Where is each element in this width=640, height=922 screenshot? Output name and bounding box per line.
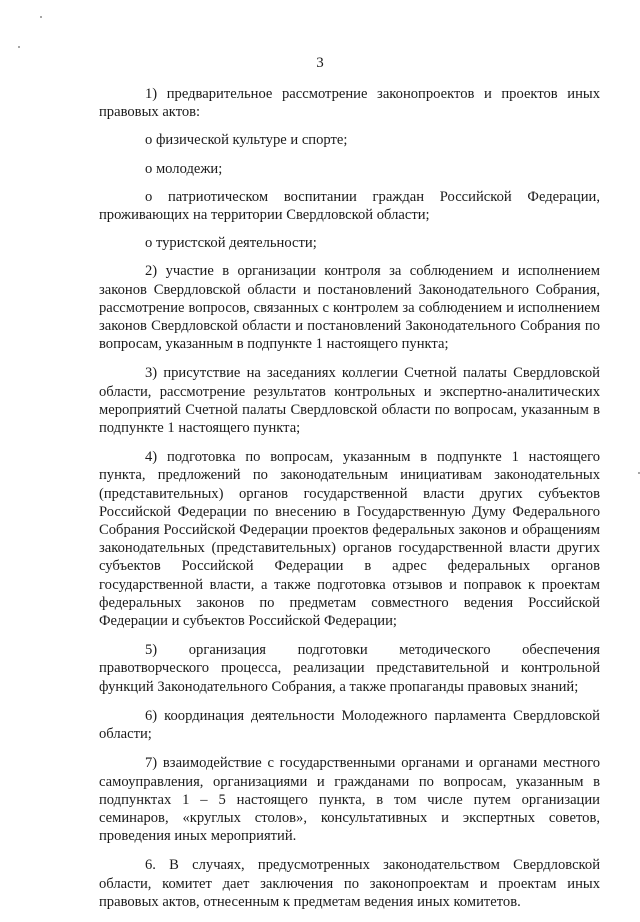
paragraph-item-2: 2) участие в организации контроля за соблюдением и исполнением законов Свердловской области и постановлений Законодательного Собрания, рассмотрение вопросов, связанных с контролем за соблюдением и исполнением законов Свердловской области и постановлений Законодательного Собрания по вопросам, указанным в подпункте 1 настоящего пункта; (99, 263, 600, 353)
paragraph-item-1-sub-sport: о физической культуре и спорте; (145, 132, 348, 149)
paragraph-item-1-sub-youth: о молодежи; (145, 160, 223, 177)
document-body (99, 85, 600, 922)
paragraph-item-1: 1) предварительное рассмотрение законопроектов и проектов иных правовых актов: (99, 86, 600, 121)
scan-speck (18, 46, 20, 48)
paragraph-item-3: 3) присутствие на заседаниях коллегии Счетной палаты Свердловской области, рассмотрение результатов контрольных и экспертно-аналитических мероприятий Счетной палаты Свердловской области по вопросам, указанным в подпункте 1 настоящего пункта; (99, 365, 600, 437)
paragraph-item-5: 5) организация подготовки методического обеспечения правотворческого процесса, реализации представительной и контрольной функций Законодательного Собрания, а также пропаганды правовых знаний; (99, 642, 600, 695)
scan-speck (40, 16, 42, 18)
paragraph-item-6: 6) координация деятельности Молодежного парламента Свердловской области; (99, 707, 600, 743)
paragraph-item-7: 7) взаимодействие с государственными органами и органами местного самоуправления, организациями и гражданами по вопросам, указанным в подпунктах 1 – 5 настоящего пункта, в том числе путем организации семинаров, «круглых столов», консультативных и экспертных советов, проведения иных мероприятий. (99, 755, 600, 845)
paragraph-item-4: 4) подготовка по вопросам, указанным в подпункте 1 настоящего пункта, предложений по законодательным инициативам законодательных (представительных) органов государственной власти других субъектов Российской Федерации по внесению в Государственную Думу Федерального Собрания Российской Федерации проектов федеральных законов и обращениям законодательных (представительных) органов государственной власти других субъектов Российской Федерации в адрес федеральных органов государственной власти, а также подготовка отзывов и поправок к проектам федеральных законов по предметам совместного ведения Российской Федерации и субъектов Российской Федерации; (99, 449, 600, 630)
page-number: 3 (316, 55, 324, 71)
paragraph-clause-6: 6. В случаях, предусмотренных законодательством Свердловской области, комитет дает заключения по законопроектам и проектам иных правовых актов, отнесенным к предметам ведения иных комитетов. (99, 857, 600, 910)
paragraph-item-1-sub-patriotic: о патриотическом воспитании граждан Российской Федерации, проживающих на территории Свердловской области; (99, 188, 600, 224)
paragraph-item-1-sub-tourism: о туристской деятельности; (145, 235, 317, 252)
